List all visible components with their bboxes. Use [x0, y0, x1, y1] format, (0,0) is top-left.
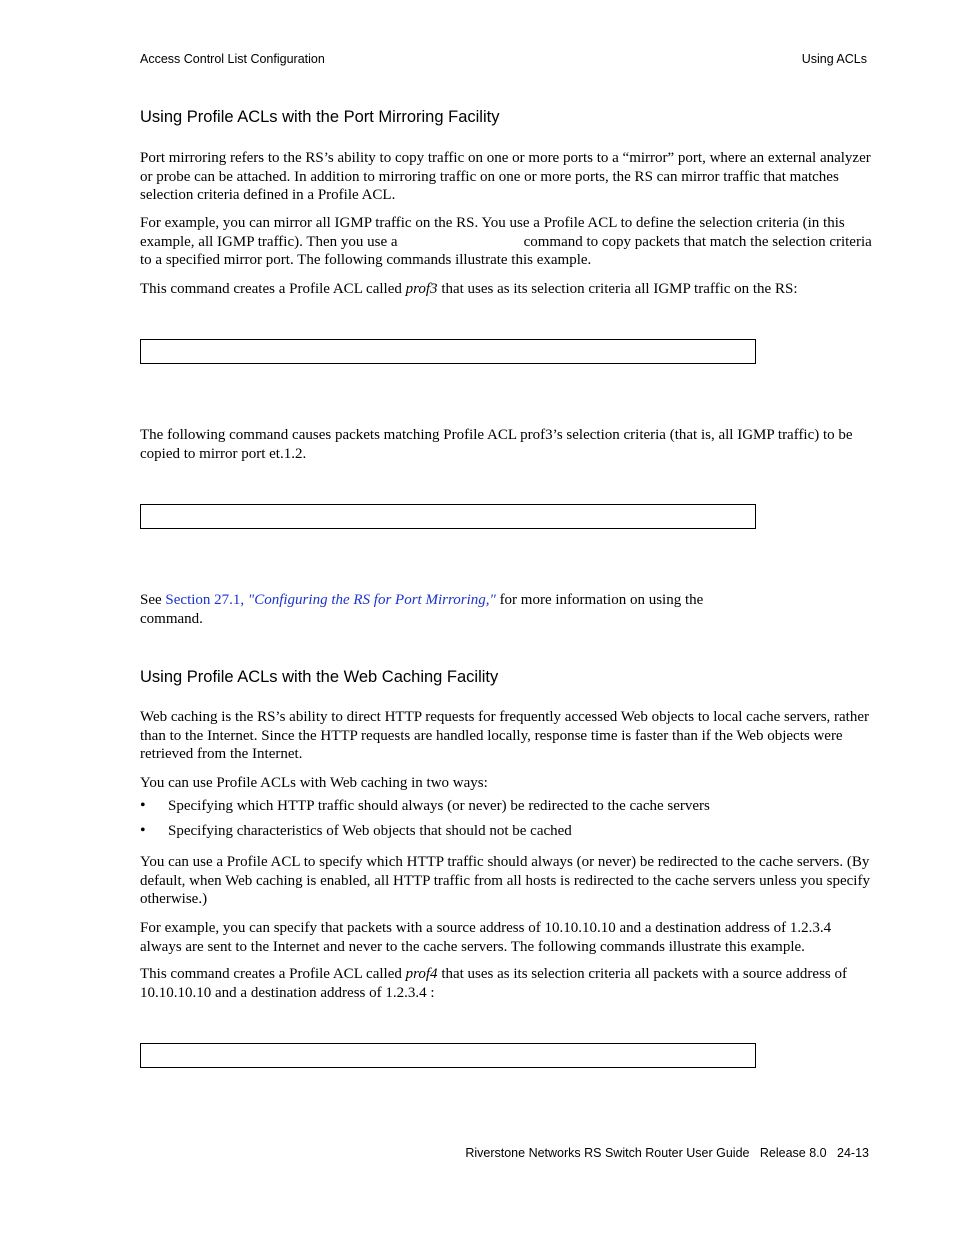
- paragraph-text: For example, you can specify that packets with a source address of 10.10.10.10 and a destination address of 1.2.3.4 always are sent to the Internet and never to the cache servers. The following commands illustrate this example.: [140, 920, 832, 955]
- section-heading-port-mirroring: Using Profile ACLs with the Port Mirroring Facility: [140, 108, 500, 126]
- paragraph: [140, 853, 872, 909]
- command-example-box: [140, 1043, 756, 1068]
- acl-name: prof3: [405, 281, 438, 297]
- command-example-box: [140, 339, 756, 364]
- paragraph-text: For example, you can mirror all IGMP traffic on the RS. You use a Profile ACL to define the selection criteria (in this example, all IGMP traffic). Then you use a: [140, 215, 845, 250]
- paragraph: [140, 774, 872, 793]
- section-title-link[interactable]: "Configuring the RS for Port Mirroring,": [247, 592, 496, 608]
- paragraph: [140, 919, 872, 956]
- paragraph-text: You can use Profile ACLs with Web caching in two ways:: [140, 775, 488, 791]
- bullet-icon: •: [140, 822, 146, 839]
- section-heading-web-caching: Using Profile ACLs with the Web Caching Facility: [140, 668, 499, 686]
- command-example-box: [140, 504, 756, 529]
- running-header-right: Using ACLs: [801, 52, 867, 66]
- paragraph: [140, 708, 872, 764]
- running-header-left: Access Control List Configuration: [140, 52, 325, 66]
- paragraph: See Section 27.1, "Configuring the RS for Port Mirroring," for more information on using the command.: [140, 592, 704, 627]
- list-item: Specifying which HTTP traffic should always (or never) be redirected to the cache servers: [168, 798, 710, 814]
- paragraph: This command creates a Profile ACL called prof4 that uses as its selection criteria all packets with a source address of 10.10.10.10 and a destination address of 1.2.3.4 :: [140, 966, 848, 1001]
- paragraph-text: You can use a Profile ACL to specify which HTTP traffic should always (or never) be redirected to the cache servers. (By default, when Web caching is enabled, all HTTP traffic from all hosts is redirected to the cache servers unless you specify otherwise.): [140, 854, 870, 908]
- running-footer: Riverstone Networks RS Switch Router User Guide Release 8.0 24-13: [465, 1146, 869, 1160]
- paragraph-text: command to copy packets that match the selection criteria to a specified mirror port. The following commands illustrate this example.: [140, 233, 872, 269]
- paragraph: [140, 149, 872, 205]
- bullet-icon: •: [140, 797, 146, 814]
- paragraph-text: Port mirroring refers to the RS’s ability to copy traffic on one or more ports to a “mirror” port, where an external analyzer or probe can be attached. In addition to mirroring traffic on one or more ports, the RS can mirror traffic that matches selection criteria defined in a Profile ACL.: [140, 150, 871, 204]
- list-item: Specifying characteristics of Web objects that should not be cached: [168, 823, 572, 839]
- acl-name: prof4: [405, 966, 438, 982]
- paragraph: [140, 214, 872, 270]
- paragraph-text: The following command causes packets matching Profile ACL prof3’s selection criteria (that is, all IGMP traffic) to be copied to mirror port et.1.2.: [140, 427, 853, 462]
- section-link[interactable]: Section 27.1,: [165, 592, 245, 608]
- paragraph-text: Web caching is the RS’s ability to direct HTTP requests for frequently accessed Web objects to local cache servers, rather than to the Internet. Since the HTTP requests are handled locally, response time is faster than if the Web objects were retrieved from the Internet.: [140, 709, 870, 763]
- paragraph: [140, 426, 872, 463]
- paragraph: This command creates a Profile ACL called prof3 that uses as its selection criteria all IGMP traffic on the RS:: [140, 281, 798, 297]
